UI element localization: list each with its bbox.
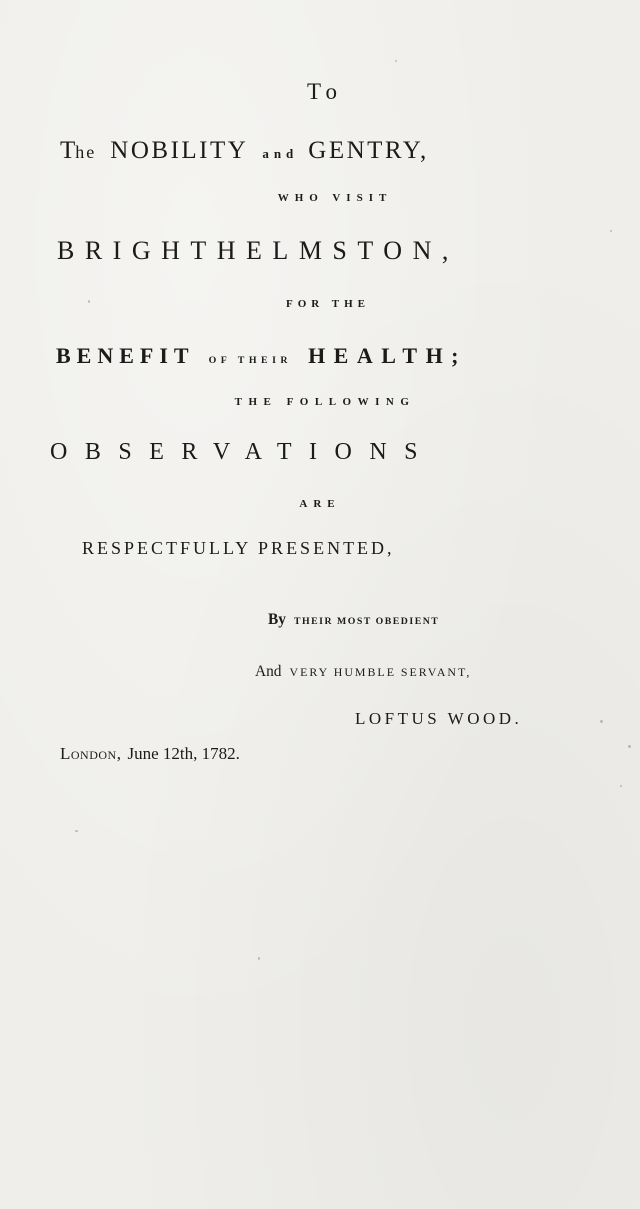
- paper-speck: [258, 957, 260, 960]
- paper-speck: [600, 720, 603, 723]
- the-following-line: [5, 397, 640, 408]
- who-visit-text: WHO VISIT: [277, 192, 393, 204]
- dateline-place: London,: [60, 744, 122, 763]
- paper-speck: [75, 830, 78, 832]
- of-their-words: OF THEIR: [208, 355, 293, 366]
- to-text: To: [307, 79, 343, 104]
- nobility-word: NOBILITY: [110, 137, 249, 164]
- dedication-to: [0, 80, 640, 103]
- observations-line: [50, 440, 640, 464]
- dateline: [60, 745, 460, 762]
- the-initial: T: [60, 137, 76, 164]
- health-word: HEALTH;: [308, 343, 468, 368]
- and-word-2: And: [255, 663, 282, 680]
- paper-speck: [610, 230, 612, 232]
- are-line: [0, 499, 640, 510]
- brighthelmston-text: BRIGHTHELMSTON,: [57, 236, 459, 265]
- observations-text: OBSERVATIONS: [50, 439, 436, 465]
- author-line: [355, 710, 635, 727]
- the-rest: he: [75, 142, 97, 162]
- are-text: ARE: [299, 498, 341, 510]
- author-name: LOFTUS WOOD.: [355, 709, 523, 728]
- gentry-word: GENTRY,: [308, 137, 429, 164]
- by-line: [268, 612, 628, 628]
- paper-speck: [88, 300, 90, 303]
- paper-speck: [628, 745, 631, 748]
- paper-speck: [620, 785, 622, 787]
- for-the-line: [8, 299, 640, 310]
- respectfully-presented-text: RESPECTFULLY PRESENTED,: [82, 538, 395, 558]
- the-following-text: THE FOLLOWING: [234, 396, 416, 408]
- and-word: and: [262, 146, 299, 161]
- brighthelmston-line: [57, 238, 637, 264]
- and-servant-line: [255, 664, 635, 680]
- and-rest: VERY HUMBLE SERVANT,: [289, 665, 472, 679]
- by-rest: THEIR MOST OBEDIENT: [293, 616, 440, 627]
- for-the-text: FOR THE: [285, 298, 370, 310]
- nobility-gentry-line: [60, 138, 620, 163]
- dateline-date: June 12th, 1782.: [127, 744, 240, 763]
- benefit-health-line: [56, 345, 636, 367]
- respectfully-presented-line: [82, 539, 632, 557]
- paper-speck: [395, 60, 397, 62]
- by-word: By: [268, 611, 286, 628]
- benefit-word: BENEFIT: [56, 343, 195, 368]
- who-visit-line: [15, 193, 640, 204]
